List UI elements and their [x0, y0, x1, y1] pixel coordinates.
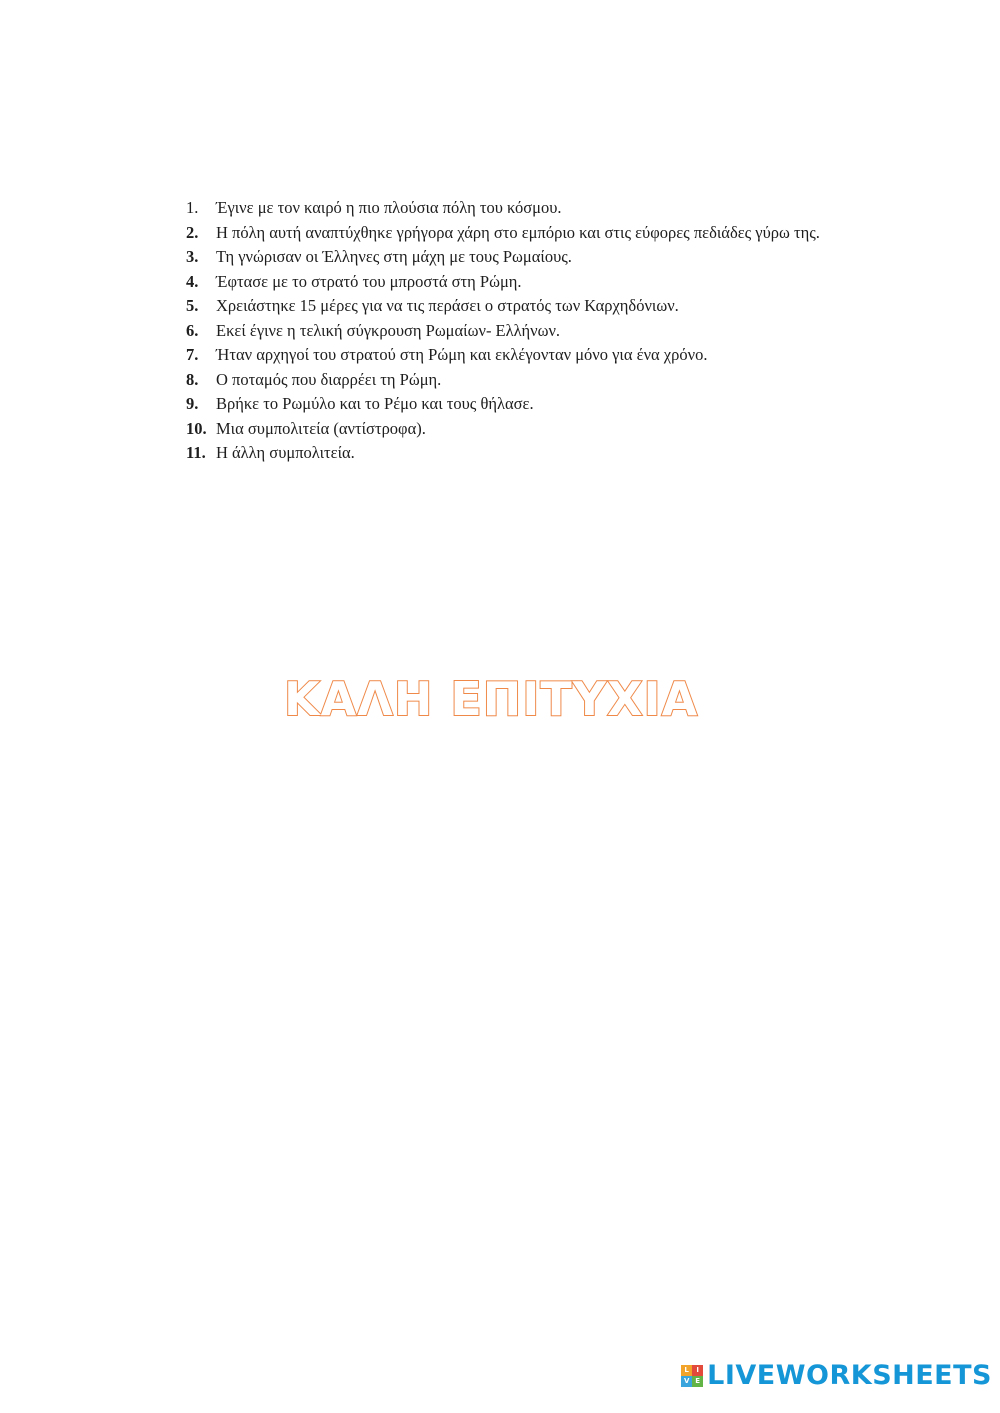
clue-number: 3.: [186, 247, 199, 266]
clue-item: [186, 343, 872, 368]
clue-text: Βρήκε το Ρωμύλο και το Ρέμο και τους θήλασε.: [216, 394, 534, 413]
clue-item: [186, 368, 872, 393]
clue-text: Έφτασε με το στρατό του μπροστά στη Ρώμη.: [216, 271, 522, 291]
clue-item: [186, 221, 872, 246]
liveworksheets-brand[interactable]: [681, 1360, 992, 1391]
logo-letter-i: I: [692, 1365, 703, 1376]
clue-item: [186, 294, 872, 319]
logo-letter-v: V: [681, 1376, 692, 1387]
good-luck-heading: ΚΑΛΗ ΕΠΙΤΥΧΙΑ: [284, 672, 699, 726]
clue-text: Η άλλη συμπολιτεία.: [216, 443, 355, 462]
clue-item: [186, 441, 872, 466]
liveworksheets-logo-icon: [681, 1365, 703, 1387]
clue-number: 8.: [186, 369, 199, 389]
clue-number: 11.: [186, 443, 206, 462]
clue-text: Ο ποταμός που διαρρέει τη Ρώμη.: [216, 369, 442, 389]
clue-number: 7.: [186, 345, 199, 364]
clue-item: [186, 417, 872, 442]
clue-text: Χρειάστηκε 15 μέρες για να τις περάσει ο στρατός των Καρχηδόνιων.: [216, 296, 679, 315]
clue-list: [186, 196, 872, 466]
clue-text: Ήταν αρχηγοί του στρατού στη Ρώμη και εκλέγονταν μόνο για ένα χρόνο.: [216, 345, 708, 364]
clue-item: [186, 245, 872, 270]
clue-number: 5.: [186, 296, 199, 315]
clue-number: 2.: [186, 222, 199, 242]
clue-text: Εκεί έγινε η τελική σύγκρουση Ρωμαίων- Ελλήνων.: [216, 320, 561, 340]
liveworksheets-wordmark: LIVEWORKSHEETS: [707, 1360, 992, 1391]
clue-text: Τη γνώρισαν οι Έλληνες στη μάχη με τους Ρωμαίους.: [216, 247, 572, 266]
clue-number: 10.: [186, 418, 207, 438]
clue-text: Μια συμπολιτεία (αντίστροφα).: [216, 418, 426, 438]
clue-text: Η πόλη αυτή αναπτύχθηκε γρήγορα χάρη στο εμπόριο και στις εύφορες πεδιάδες γύρω της.: [216, 222, 820, 242]
clue-item: [186, 196, 872, 221]
clue-number: 9.: [186, 394, 199, 413]
logo-letter-l: L: [681, 1365, 692, 1376]
logo-letter-e: E: [692, 1376, 703, 1387]
clue-item: [186, 319, 872, 344]
clue-number: 1.: [186, 198, 199, 217]
clue-number: 6.: [186, 320, 199, 340]
clue-item: [186, 392, 872, 417]
clue-number: 4.: [186, 271, 199, 291]
clue-item: [186, 270, 872, 295]
clue-text: Έγινε με τον καιρό η πιο πλούσια πόλη του κόσμου.: [216, 198, 562, 217]
